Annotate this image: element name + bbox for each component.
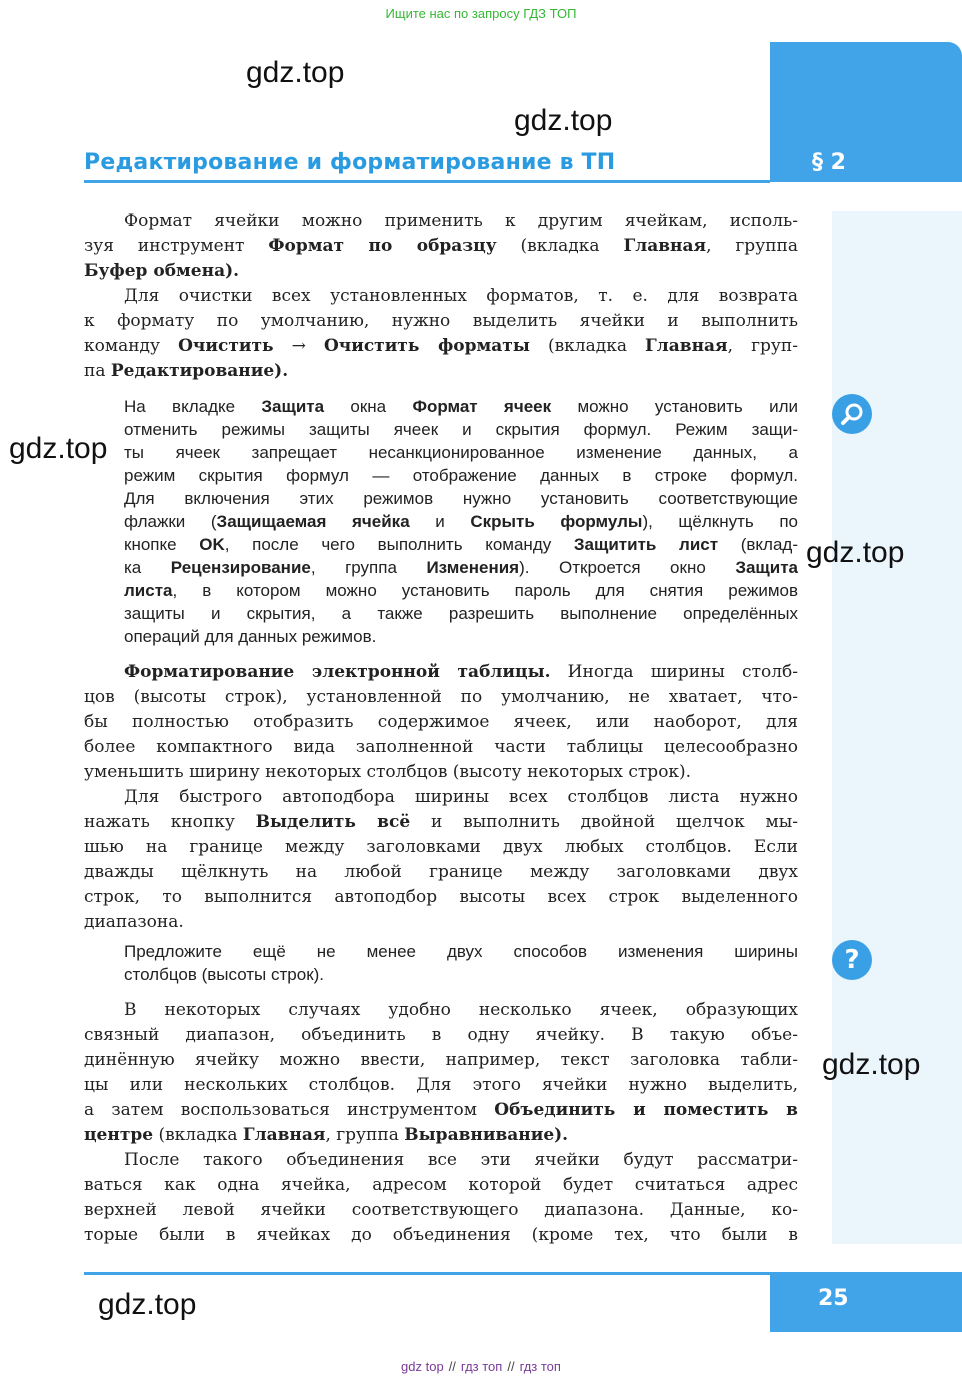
page-number: 25 [818,1286,849,1311]
watermark: gdz.top [246,56,345,89]
magnifier-icon [832,394,872,434]
paragraph: Для быстрого автоподбора ширины всех столбцов листа нужно нажать кнопку Выделить всё и выполнить двойной щелчок мы- шью на границе между заголовками двух любых столбцов. Если дважды щёлкнуть на любой границе между заголовками двух строк, то выполнится автоподбор высоты всех строк выделенного диапазона. [84,787,798,932]
section-label: § 2 [812,150,846,175]
watermark: gdz.top [98,1288,197,1321]
paragraph: Формат ячейки можно применить к другим ячейкам, исполь- зуя инструмент Формат по образцу (вкладка Главная, группа Буфер обмена). [84,211,798,281]
footer-links: gdz top // гдз топ // гдз топ [401,1359,561,1374]
footer-link[interactable]: gdz top [401,1359,444,1374]
header-accent-block [770,42,962,182]
search-hint: Ищите нас по запросу ГДЗ ТОП [385,6,577,21]
footer-accent-block [770,1272,962,1332]
question-note: Предложите ещё не менее двух способов изменения ширины столбцов (высоты строк). [124,942,798,984]
paragraph: После такого объединения все эти ячейки будут рассматри- ваться как одна ячейка, адресом которой будет считаться адрес верхней левой ячейки соответствующего диапазона. Данные, ко- торые были в ячейках до объединения (кроме тех, что были в [84,1150,798,1245]
page-title: Редактирование и форматирование в ТП [84,150,616,175]
footer-rule [84,1272,770,1275]
question-icon: ? [832,940,872,980]
margin-sidebar [832,211,962,1244]
footer-link[interactable]: гдз топ [519,1359,561,1374]
paragraph: В некоторых случаях удобно несколько ячеек, образующих связный диапазон, объединить в одну ячейку. В такую объе- динённую ячейку можно ввести, например, текст заголовка табли- цы или нескольких столбцов. Для этого ячейки нужно выделить, а затем воспользоваться инструментом Объединить и поместить в центре (вкладка Главная, группа Выравнивание). [84,1000,798,1145]
paragraph: Для очистки всех установленных форматов, т. е. для возврата к формату по умолчанию, нужно выделить ячейки и выполнить команду Очистить → Очистить форматы (вкладка Главная, груп- па Редактирование). [84,286,798,381]
watermark: gdz.top [806,536,905,569]
paragraph: Форматирование электронной таблицы. Иногда ширины столб- цов (высоты строк), установленной по умолчанию, не хватает, что- бы полностью отобразить содержимое ячеек, или наоборот, для более компактного вида заполненной части таблицы целесообразно уменьшить ширину некоторых столбцов (высоту некоторых строк). [84,662,798,782]
header-rule [84,180,770,183]
watermark: gdz.top [822,1048,921,1081]
info-note: На вкладке Защита окна Формат ячеек можно установить или отменить режимы защиты ячеек и скрытия формул. Режим защи- ты ячеек запрещает несанкционированное изменение данных, а режим скрытия формул — отображение данных в строке формул. Для включения этих режимов нужно установить соответствующие флажки (Защищаемая ячейка и Скрыть формулы), щёлкнуть по кнопке OK, после чего выполнить команду Защитить лист (вклад- ка Рецензирование, группа Изменения). Откроется окно Защита листа, в котором можно установить пароль для снятия режимов защиты и скрытия, а также разрешить выполнение определённых операций для данных режимов. [124,397,799,646]
watermark: gdz.top [514,104,613,137]
footer-link[interactable]: гдз топ [460,1359,503,1374]
watermark: gdz.top [9,432,108,465]
